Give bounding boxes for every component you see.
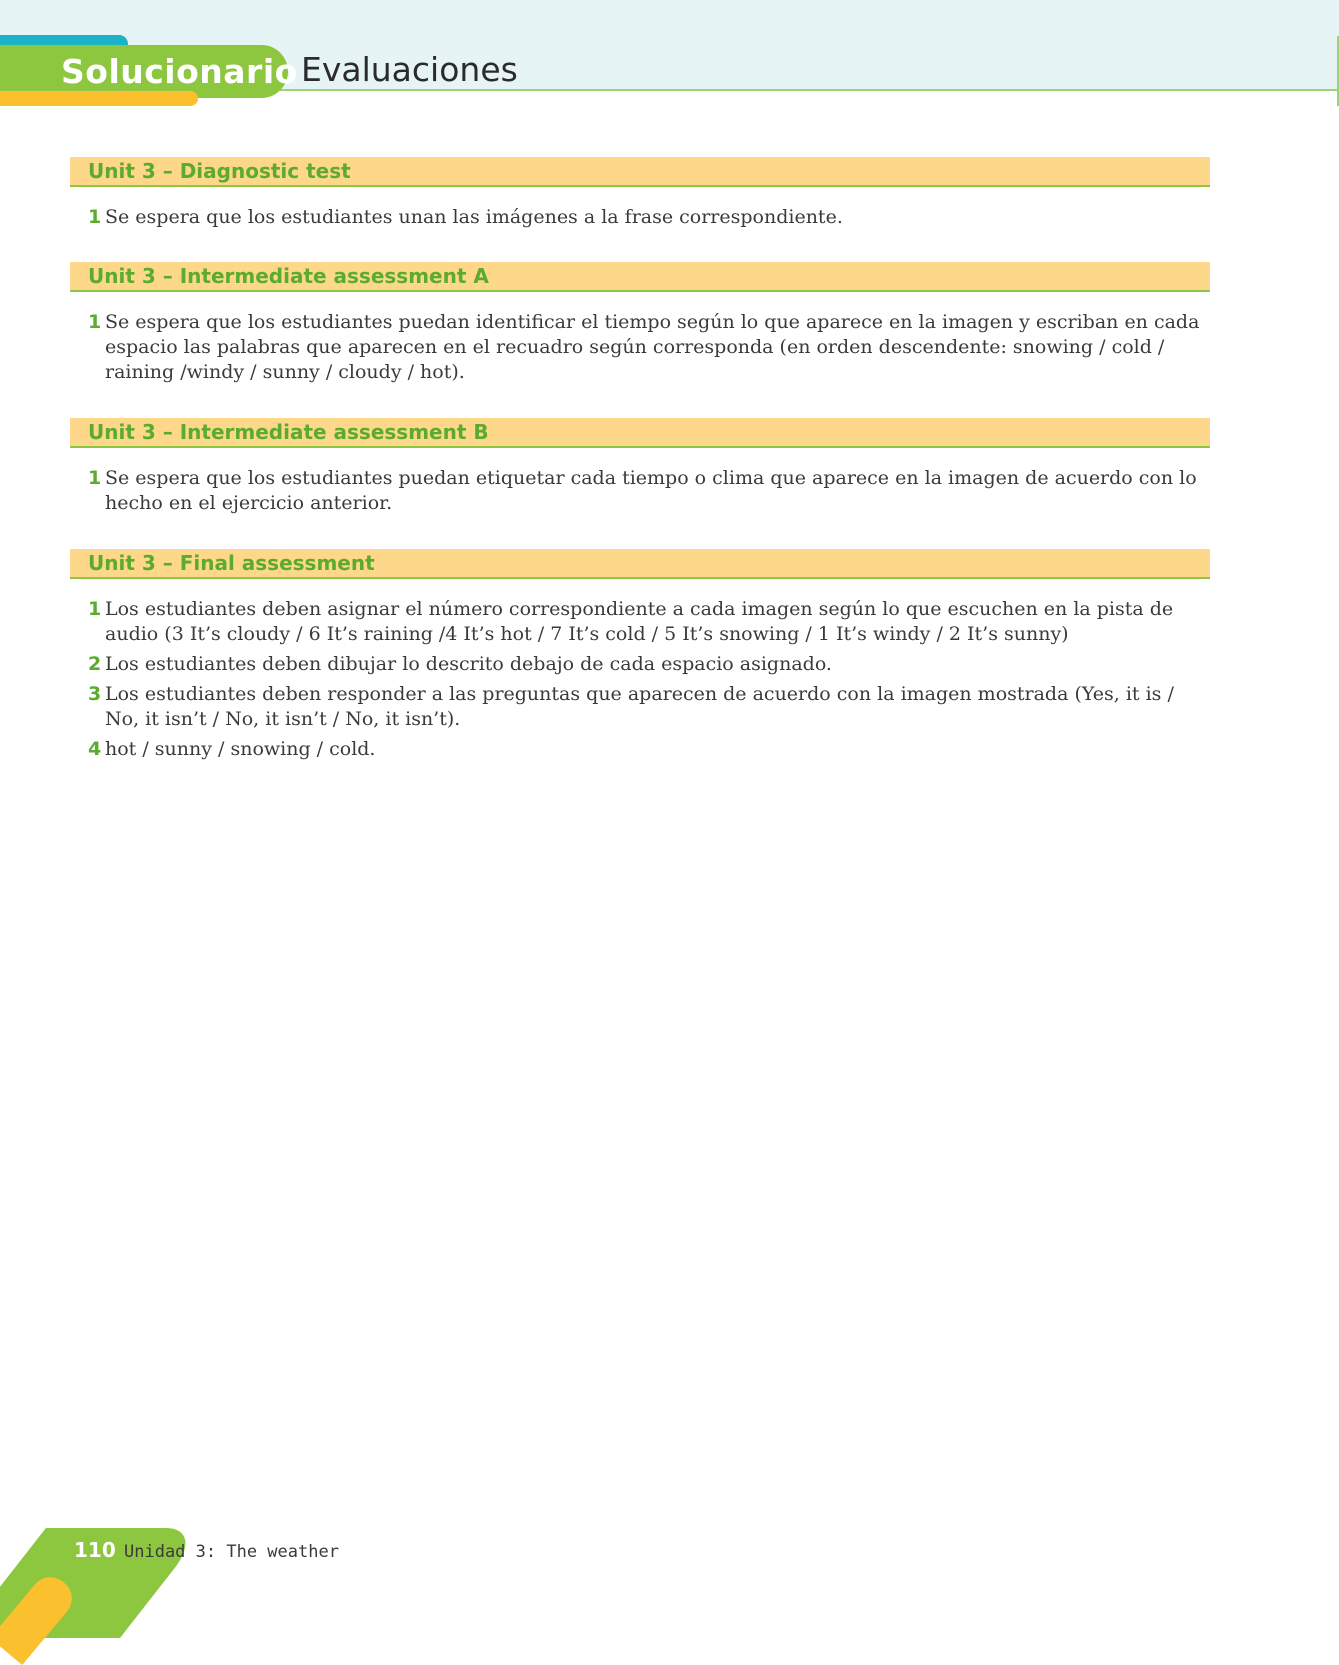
answer-list <box>70 187 1210 230</box>
answer-text: Se espera que los estudiantes puedan etiquetar cada tiempo o clima que aparece en la imagen de acuerdo con lo hecho en el ejercicio anterior. <box>105 467 1197 514</box>
answer-text: Los estudiantes deben dibujar lo descrito debajo de cada espacio asignado. <box>105 653 832 675</box>
answer-text: Los estudiantes deben asignar el número correspondiente a cada imagen según lo que escuchen en la pista de audio (3 It’s cloudy / 6 It’s raining /4 It’s hot / 7 It’s cold / 5 It’s snowing / 1 It’s windy / 2 It’s sunny) <box>105 598 1174 645</box>
footer-unit-label: Unidad 3: The weather <box>124 1542 339 1562</box>
page-title: Evaluaciones <box>301 50 518 89</box>
answer-list <box>70 292 1210 385</box>
answer-number: 3 <box>88 683 102 705</box>
answer-item <box>88 737 1210 762</box>
section-intermediate-assessment-a <box>70 262 1210 385</box>
answer-item <box>88 205 1210 230</box>
answer-item <box>88 466 1210 516</box>
section-heading: Unit 3 – Intermediate assessment B <box>70 418 1210 448</box>
answer-number: 1 <box>88 467 102 489</box>
answer-item <box>88 310 1210 385</box>
answer-text: Se espera que los estudiantes unan las imágenes a la frase correspondiente. <box>105 206 843 228</box>
answer-item <box>88 597 1210 647</box>
answer-number: 1 <box>88 206 102 228</box>
header-underline <box>280 89 1339 91</box>
section-heading: Unit 3 – Final assessment <box>70 549 1210 579</box>
section-final-assessment <box>70 549 1210 762</box>
section-intermediate-assessment-b <box>70 418 1210 516</box>
section-heading: Unit 3 – Diagnostic test <box>70 157 1210 187</box>
page-number: 110 <box>74 1538 116 1562</box>
answer-list <box>70 448 1210 516</box>
answer-item <box>88 652 1210 677</box>
answer-text: hot / sunny / snowing / cold. <box>105 738 376 760</box>
answer-number: 1 <box>88 598 102 620</box>
section-heading: Unit 3 – Intermediate assessment A <box>70 262 1210 292</box>
answer-number: 4 <box>88 738 102 760</box>
answer-text: Los estudiantes deben responder a las preguntas que aparecen de acuerdo con la imagen mostrada (Yes, it is / No, it isn’t / No, it isn’t / No, it isn’t). <box>105 683 1174 730</box>
answer-key-content <box>70 157 1210 767</box>
answer-number: 2 <box>88 653 102 675</box>
header-tab-label: Solucionario <box>61 52 298 91</box>
section-diagnostic-test <box>70 157 1210 230</box>
answer-number: 1 <box>88 311 102 333</box>
header-tab-accent-yellow <box>0 91 198 106</box>
answer-item <box>88 682 1210 732</box>
answer-text: Se espera que los estudiantes puedan identificar el tiempo según lo que aparece en la imagen y escriban en cada espacio las palabras que aparecen en el recuadro según corresponda (en orden descendente: snowing / cold / raining /windy / sunny / cloudy / hot). <box>105 311 1200 383</box>
answer-list <box>70 579 1210 762</box>
